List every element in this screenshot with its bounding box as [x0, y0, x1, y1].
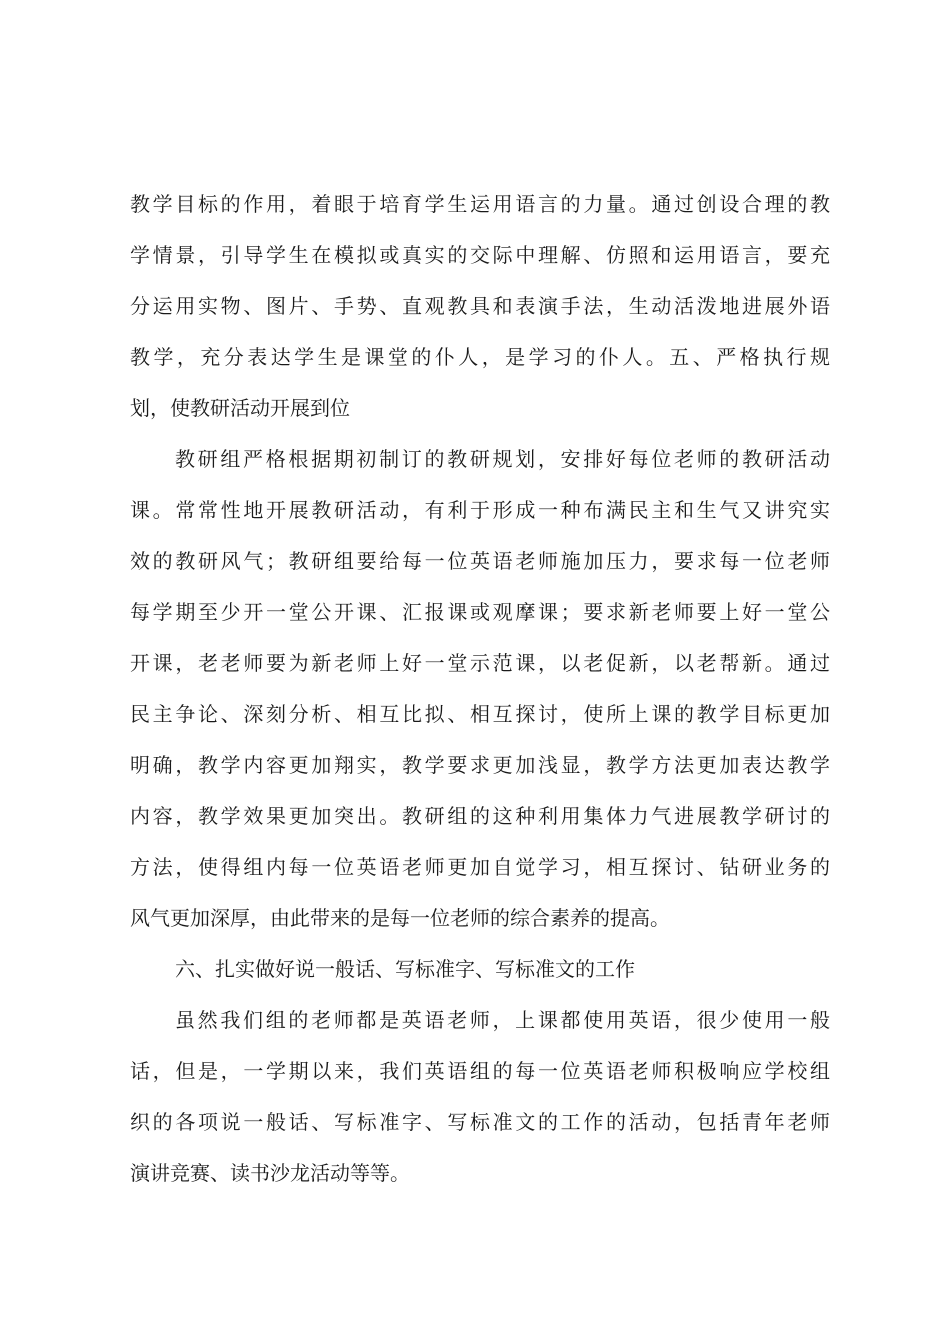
paragraph-2-line-3: 效的教研风气；教研组要给每一位英语老师施加压力，要求每一位老师: [130, 549, 830, 573]
paragraph-4-line-4: 演讲竞赛、读书沙龙活动等等。: [130, 1161, 410, 1185]
paragraph-1-line-2: 学情景，引导学生在模拟或真实的交际中理解、仿照和运用语言，要充: [130, 243, 830, 267]
paragraph-4-line-1: 虽然我们组的老师都是英语老师，上课都使用英语，很少使用一般: [175, 1008, 830, 1032]
paragraph-2-line-6: 民主争论、深刻分析、相互比拟、相互探讨，使所上课的教学目标更加: [130, 702, 830, 726]
paragraph-2-line-7: 明确，教学内容更加翔实，教学要求更加浅显，教学方法更加表达教学: [130, 753, 830, 777]
paragraph-1-line-3: 分运用实物、图片、手势、直观教具和表演手法，生动活泼地进展外语: [130, 294, 830, 318]
paragraph-2-line-4: 每学期至少开一堂公开课、汇报课或观摩课；要求新老师要上好一堂公: [130, 600, 830, 624]
paragraph-2-line-5: 开课，老老师要为新老师上好一堂示范课，以老促新，以老帮新。通过: [130, 651, 830, 675]
paragraph-4-line-3: 织的各项说一般话、写标准字、写标准文的工作的活动，包括青年老师: [130, 1110, 830, 1134]
paragraph-2-line-10: 风气更加深厚，由此带来的是每一位老师的综合素养的提高。: [130, 906, 670, 930]
paragraph-2-line-8: 内容，教学效果更加突出。教研组的这种利用集体力气进展教学研讨的: [130, 804, 830, 828]
paragraph-1-line-1: 教学目标的作用，着眼于培育学生运用语言的力量。通过创设合理的教: [130, 192, 830, 216]
paragraph-2-line-9: 方法，使得组内每一位英语老师更加自觉学习，相互探讨、钻研业务的: [130, 855, 830, 879]
section-heading-six: 六、扎实做好说一般话、写标准字、写标准文的工作: [175, 957, 635, 981]
paragraph-2-line-1: 教研组严格根据期初制订的教研规划，安排好每位老师的教研活动: [175, 447, 830, 471]
paragraph-1-line-4: 教学，充分表达学生是课堂的仆人，是学习的仆人。五、严格执行规: [130, 345, 830, 369]
paragraph-2-line-2: 课。常常性地开展教研活动，有利于形成一种布满民主和生气又讲究实: [130, 498, 830, 522]
paragraph-1-line-5: 划，使教研活动开展到位: [130, 396, 350, 420]
paragraph-4-line-2: 话，但是，一学期以来，我们英语组的每一位英语老师积极响应学校组: [130, 1059, 830, 1083]
